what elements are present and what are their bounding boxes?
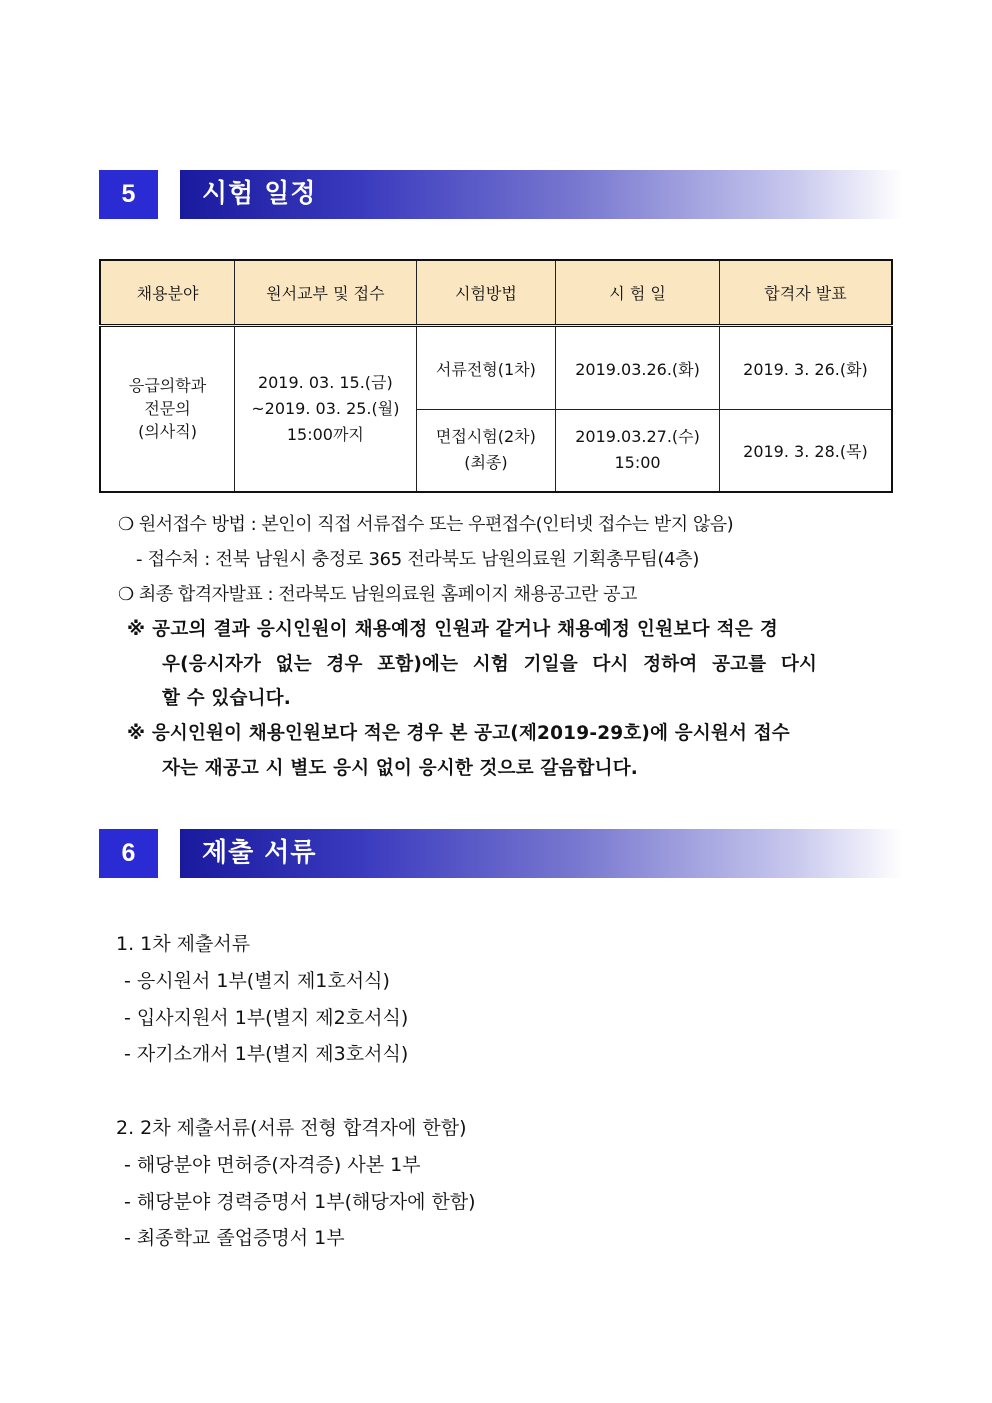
- date-cell: 2019.03.26.(화): [556, 326, 720, 410]
- section-title-bar: [180, 829, 903, 878]
- section-title: 시험 일정: [202, 179, 317, 209]
- date-line: 2019.03.27.(수): [575, 427, 700, 447]
- doc-group-2-title: 2. 2차 제출서류(서류 전형 합격자에 한함): [116, 1117, 467, 1139]
- field-line: (의사직): [138, 422, 197, 442]
- application-cell: [235, 326, 417, 492]
- section-number: 6: [99, 829, 158, 878]
- result-cell: 2019. 3. 26.(화): [719, 326, 892, 410]
- header-result: 합격자 발표: [719, 260, 892, 326]
- header-method: 시험방법: [416, 260, 556, 326]
- doc-group-1-title: 1. 1차 제출서류: [116, 933, 251, 955]
- application-line: 2019. 03. 15.(금): [257, 372, 393, 392]
- application-method-line: ❍ 원서접수 방법 : 본인이 직접 서류접수 또는 우편접수(인터넷 접수는 받지 않음): [118, 514, 734, 535]
- list-item: - 최종학교 졸업증명서 1부: [124, 1227, 345, 1249]
- header-field: 채용분야: [100, 260, 235, 326]
- header-exam-date: 시 험 일: [556, 260, 720, 326]
- table-header-row: [100, 260, 892, 326]
- header-application: 원서교부 및 접수: [235, 260, 417, 326]
- section-5-header: [99, 170, 903, 219]
- section-number: 5: [99, 170, 158, 219]
- note-2-line: 자는 재공고 시 별도 응시 없이 응시한 것으로 갈음합니다.: [162, 758, 638, 779]
- section-6-header: [99, 829, 903, 878]
- section-title-bar: [180, 170, 903, 219]
- date-cell: [556, 410, 720, 492]
- list-item: - 해당분야 경력증명서 1부(해당자에 한함): [124, 1191, 476, 1213]
- exam-schedule-table: [99, 259, 893, 493]
- note-1-line: 우(응시자가 없는 경우 포함)에는 시험 기일을 다시 정하여 공고를 다시: [162, 654, 818, 675]
- final-announcement-line: ❍ 최종 합격자발표 : 전라북도 남원의료원 홈페이지 채용공고란 공고: [118, 584, 637, 605]
- note-1-line: ※ 공고의 결과 응시인원이 채용예정 인원과 같거나 채용예정 인원보다 적은 경: [127, 619, 779, 640]
- application-line: 15:00까지: [286, 424, 364, 444]
- list-item: - 응시원서 1부(별지 제1호서식): [124, 970, 390, 992]
- note-1-line: 할 수 있습니다.: [162, 688, 291, 709]
- method-cell: 서류전형(1차): [416, 326, 556, 410]
- method-line: (최종): [464, 453, 508, 473]
- field-cell: [100, 326, 235, 492]
- table-row: [100, 326, 892, 410]
- section-title: 제출 서류: [202, 838, 317, 868]
- list-item: - 자기소개서 1부(별지 제3호서식): [124, 1043, 409, 1065]
- method-cell: [416, 410, 556, 492]
- application-line: ~2019. 03. 25.(월): [251, 398, 400, 418]
- list-item: - 입사지원서 1부(별지 제2호서식): [124, 1007, 409, 1029]
- reception-place-line: - 접수처 : 전북 남원시 충정로 365 전라북도 남원의료원 기획총무팀(4층): [136, 549, 700, 570]
- list-item: - 해당분야 면허증(자격증) 사본 1부: [124, 1154, 421, 1176]
- note-2-line: ※ 응시인원이 채용인원보다 적은 경우 본 공고(제2019-29호)에 응시원서 접수: [127, 723, 790, 744]
- field-line: 응급의학과: [128, 376, 207, 396]
- field-line: 전문의: [144, 399, 191, 419]
- result-cell: 2019. 3. 28.(목): [719, 410, 892, 492]
- method-line: 면접시험(2차): [435, 427, 536, 447]
- date-line: 15:00: [614, 453, 661, 473]
